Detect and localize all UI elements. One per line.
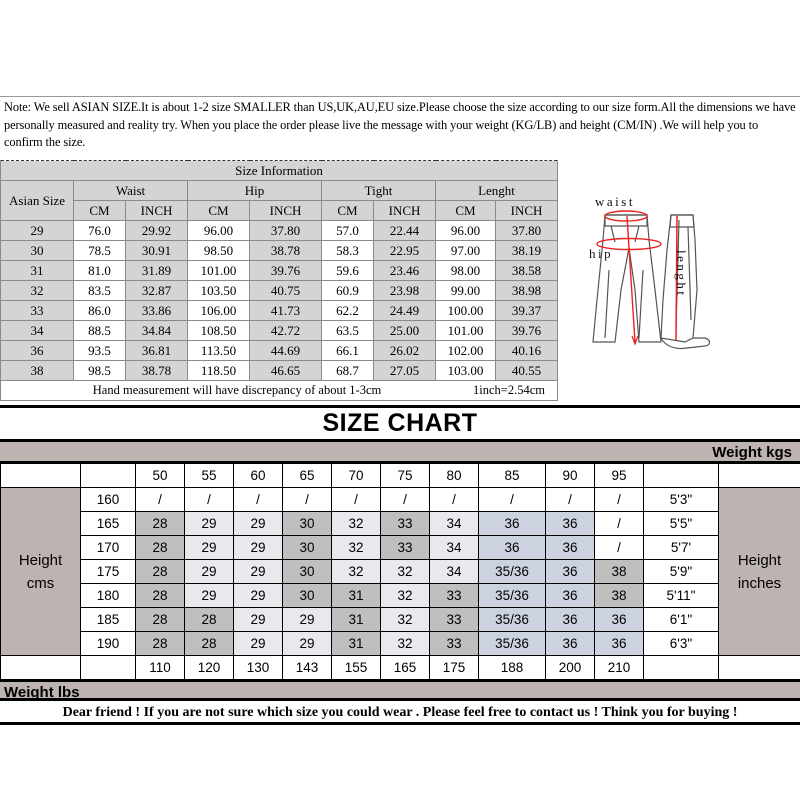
size-cell: 31 [332, 584, 381, 608]
height-cm-value: 170 [81, 536, 136, 560]
size-cell: 29 [185, 536, 234, 560]
table-row [1, 341, 558, 361]
cell-length_in: 38.98 [496, 281, 558, 301]
cell-waist_in: 34.84 [126, 321, 188, 341]
height-cm-value: 190 [81, 632, 136, 656]
size-cell: 36 [546, 584, 595, 608]
size-cell: / [595, 488, 644, 512]
weight-lb-155: 155 [332, 656, 381, 680]
header-sub-7: INCH [496, 201, 558, 221]
weight-lb-165: 165 [381, 656, 430, 680]
matrix-row [1, 512, 800, 536]
size-cell: / [136, 488, 185, 512]
height-in-value: 5'11" [644, 584, 719, 608]
height-in-value: 6'3" [644, 632, 719, 656]
size-information-table [0, 160, 557, 401]
size-cell: 36 [479, 512, 546, 536]
size-cell: 29 [234, 560, 283, 584]
size-cell: 30 [283, 536, 332, 560]
height-cm-value: 175 [81, 560, 136, 584]
matrix-row [1, 536, 800, 560]
size-cell: / [283, 488, 332, 512]
size-cell: 34 [430, 560, 479, 584]
weight-kg-90: 90 [546, 464, 595, 488]
header-sub-1: INCH [126, 201, 188, 221]
size-cell: 34 [430, 536, 479, 560]
cell-hip_in: 44.69 [250, 341, 322, 361]
size-cell: / [595, 536, 644, 560]
weight-lb-200: 200 [546, 656, 595, 680]
height-inches-label: Height inches [719, 488, 800, 656]
size-cell: 32 [381, 632, 430, 656]
cell-tight_cm: 63.5 [322, 321, 374, 341]
height-weight-matrix [0, 463, 800, 680]
cell-waist_in: 38.78 [126, 361, 188, 381]
weight-kg-95: 95 [595, 464, 644, 488]
matrix-row [1, 488, 800, 512]
size-cell: 31 [332, 608, 381, 632]
lenght-label: lenght [674, 250, 689, 298]
size-cell: 32 [381, 584, 430, 608]
size-cell: 32 [332, 536, 381, 560]
header-sub-5: INCH [374, 201, 436, 221]
size-cell: 29 [234, 632, 283, 656]
cell-waist_in: 33.86 [126, 301, 188, 321]
size-cell: 38 [595, 584, 644, 608]
height-in-value: 5'5" [644, 512, 719, 536]
matrix-corner-height-head [81, 464, 136, 488]
weight-lb-130: 130 [234, 656, 283, 680]
size-cell: / [185, 488, 234, 512]
cell-waist_cm: 78.5 [74, 241, 126, 261]
cell-asian-size: 33 [1, 301, 74, 321]
size-cell: 32 [381, 608, 430, 632]
cell-hip_cm: 103.50 [188, 281, 250, 301]
cell-hip_cm: 108.50 [188, 321, 250, 341]
weight-kg-85: 85 [479, 464, 546, 488]
cell-asian-size: 30 [1, 241, 74, 261]
size-cell: 32 [332, 560, 381, 584]
cell-asian-size: 34 [1, 321, 74, 341]
height-cm-value: 160 [81, 488, 136, 512]
size-cell: 28 [136, 512, 185, 536]
size-chart-section [0, 405, 800, 725]
cell-waist_cm: 93.5 [74, 341, 126, 361]
cell-waist_in: 30.91 [126, 241, 188, 261]
cell-hip_cm: 98.50 [188, 241, 250, 261]
height-in-value: 5'7' [644, 536, 719, 560]
size-cell: 28 [185, 632, 234, 656]
header-sub-4: CM [322, 201, 374, 221]
size-cell: 31 [332, 632, 381, 656]
header-group-tight: Tight [322, 181, 436, 201]
header-asian-size: Asian Size [1, 181, 74, 221]
size-cell: 35/36 [479, 632, 546, 656]
weight-kg-55: 55 [185, 464, 234, 488]
size-cell: 33 [381, 512, 430, 536]
height-in-value: 5'3" [644, 488, 719, 512]
cell-length_cm: 96.00 [436, 221, 496, 241]
size-cell: 35/36 [479, 584, 546, 608]
cell-waist_cm: 81.0 [74, 261, 126, 281]
weight-kg-60: 60 [234, 464, 283, 488]
cell-tight_cm: 68.7 [322, 361, 374, 381]
table-row [1, 221, 558, 241]
size-cell: 29 [234, 536, 283, 560]
cell-waist_in: 36.81 [126, 341, 188, 361]
matrix-corner-top-left [1, 464, 81, 488]
matrix-row [1, 632, 800, 656]
hip-label: hip [589, 246, 614, 261]
size-cell: 28 [136, 536, 185, 560]
cell-asian-size: 31 [1, 261, 74, 281]
size-cell: 30 [283, 512, 332, 536]
size-cell: 29 [283, 608, 332, 632]
table-row [1, 281, 558, 301]
cell-tight_cm: 59.6 [322, 261, 374, 281]
size-cell: / [332, 488, 381, 512]
weight-kg-50: 50 [136, 464, 185, 488]
size-cell: 29 [234, 608, 283, 632]
size-cell: 30 [283, 560, 332, 584]
size-cell: 33 [430, 632, 479, 656]
height-cm-value: 180 [81, 584, 136, 608]
weight-kg-65: 65 [283, 464, 332, 488]
cell-waist_in: 31.89 [126, 261, 188, 281]
weight-lb-row [1, 656, 800, 680]
header-group-waist: Waist [74, 181, 188, 201]
size-cell: 28 [136, 560, 185, 584]
weight-lb-110: 110 [136, 656, 185, 680]
matrix-row [1, 560, 800, 584]
cell-waist_in: 29.92 [126, 221, 188, 241]
height-in-value: 6'1" [644, 608, 719, 632]
cell-hip_cm: 113.50 [188, 341, 250, 361]
table-row [1, 361, 558, 381]
cell-length_cm: 103.00 [436, 361, 496, 381]
header-group-lenght: Lenght [436, 181, 558, 201]
cell-asian-size: 32 [1, 281, 74, 301]
cell-hip_cm: 106.00 [188, 301, 250, 321]
size-cell: / [381, 488, 430, 512]
table-row [1, 261, 558, 281]
cell-tight_in: 27.05 [374, 361, 436, 381]
cell-length_in: 39.37 [496, 301, 558, 321]
weight-lb-143: 143 [283, 656, 332, 680]
size-cell: 36 [546, 632, 595, 656]
size-info-title: Size Information [1, 161, 558, 181]
cell-tight_cm: 58.3 [322, 241, 374, 261]
cell-length_cm: 101.00 [436, 321, 496, 341]
table-row [1, 321, 558, 341]
size-cell: / [430, 488, 479, 512]
matrix-corner-height-foot [81, 656, 136, 680]
cell-waist_in: 32.87 [126, 281, 188, 301]
weight-kgs-band: Weight kgs [0, 442, 800, 463]
size-cell: 38 [595, 560, 644, 584]
cell-length_in: 38.19 [496, 241, 558, 261]
size-cell: 28 [136, 632, 185, 656]
waist-label: waist [595, 194, 635, 209]
size-cell: 29 [234, 512, 283, 536]
cell-length_cm: 98.00 [436, 261, 496, 281]
size-info-footnote-row [1, 381, 558, 401]
height-cm-value: 165 [81, 512, 136, 536]
size-cell: / [595, 512, 644, 536]
weight-kg-header-row [1, 464, 800, 488]
cell-length_cm: 102.00 [436, 341, 496, 361]
matrix-row [1, 608, 800, 632]
size-cell: 36 [546, 608, 595, 632]
cell-tight_cm: 62.2 [322, 301, 374, 321]
size-cell: 33 [381, 536, 430, 560]
cell-length_in: 40.55 [496, 361, 558, 381]
table-row [1, 301, 558, 321]
size-cell: 32 [332, 512, 381, 536]
size-cell: 36 [595, 632, 644, 656]
size-cell: 36 [595, 608, 644, 632]
matrix-row [1, 584, 800, 608]
header-group-hip: Hip [188, 181, 322, 201]
cell-tight_in: 25.00 [374, 321, 436, 341]
height-cms-label: Height cms [1, 488, 81, 656]
size-cell: / [234, 488, 283, 512]
size-cell: 33 [430, 584, 479, 608]
size-cell: 36 [546, 512, 595, 536]
size-cell: 29 [185, 560, 234, 584]
footer-message: Dear friend ! If you are not sure which size you could wear . Please feel free to contact us ! Think you for buying ! [0, 701, 800, 725]
size-cell: 28 [185, 608, 234, 632]
cell-hip_in: 46.65 [250, 361, 322, 381]
cell-asian-size: 36 [1, 341, 74, 361]
cell-waist_cm: 88.5 [74, 321, 126, 341]
size-cell: 32 [381, 560, 430, 584]
cell-hip_in: 42.72 [250, 321, 322, 341]
matrix-corner-bottom-right [719, 656, 800, 680]
size-cell: 35/36 [479, 608, 546, 632]
note-text: Note: We sell ASIAN SIZE.It is about 1-2 size SMALLER than US,UK,AU,EU size.Please choose the size according to our size form.All the dimensions we have personally measured and reality try. When you place the order please live the message with your weight (KG/LB) and height (CM/IN) .We will help you to confirm the size. [0, 96, 800, 155]
size-cell: 34 [430, 512, 479, 536]
cell-tight_cm: 57.0 [322, 221, 374, 241]
table-row [1, 241, 558, 261]
size-info-title-row [1, 161, 558, 181]
cell-tight_cm: 60.9 [322, 281, 374, 301]
size-cell: 28 [136, 584, 185, 608]
cell-tight_in: 23.46 [374, 261, 436, 281]
cell-length_in: 39.76 [496, 321, 558, 341]
cell-tight_in: 23.98 [374, 281, 436, 301]
cell-length_in: 40.16 [496, 341, 558, 361]
weight-lbs-band: Weight lbs [0, 680, 800, 701]
cell-waist_cm: 86.0 [74, 301, 126, 321]
cell-asian-size: 38 [1, 361, 74, 381]
header-sub-0: CM [74, 201, 126, 221]
cell-hip_cm: 96.00 [188, 221, 250, 241]
cell-length_in: 38.58 [496, 261, 558, 281]
waist-measure-line [605, 211, 647, 221]
size-cell: 29 [185, 584, 234, 608]
header-sub-2: CM [188, 201, 250, 221]
cell-hip_in: 39.76 [250, 261, 322, 281]
cell-hip_cm: 118.50 [188, 361, 250, 381]
weight-kg-75: 75 [381, 464, 430, 488]
weight-kg-70: 70 [332, 464, 381, 488]
cell-length_cm: 99.00 [436, 281, 496, 301]
matrix-corner-top-right [719, 464, 800, 488]
size-cell: 35/36 [479, 560, 546, 584]
pants-measurement-diagram [575, 170, 790, 385]
cell-tight_cm: 66.1 [322, 341, 374, 361]
header-sub-6: CM [436, 201, 496, 221]
cell-waist_cm: 76.0 [74, 221, 126, 241]
size-cell: 30 [283, 584, 332, 608]
cell-tight_in: 22.44 [374, 221, 436, 241]
cell-length_cm: 100.00 [436, 301, 496, 321]
weight-lb-210: 210 [595, 656, 644, 680]
matrix-corner-inches-foot [644, 656, 719, 680]
size-cell: / [546, 488, 595, 512]
weight-lb-175: 175 [430, 656, 479, 680]
cell-tight_in: 26.02 [374, 341, 436, 361]
size-cell: 28 [136, 608, 185, 632]
cell-asian-size: 29 [1, 221, 74, 241]
height-cm-value: 185 [81, 608, 136, 632]
size-cell: 33 [430, 608, 479, 632]
cell-length_in: 37.80 [496, 221, 558, 241]
cell-length_cm: 97.00 [436, 241, 496, 261]
matrix-corner-bottom-left [1, 656, 81, 680]
weight-lb-188: 188 [479, 656, 546, 680]
cell-waist_cm: 83.5 [74, 281, 126, 301]
weight-lb-120: 120 [185, 656, 234, 680]
size-cell: 29 [234, 584, 283, 608]
header-sub-3: INCH [250, 201, 322, 221]
cell-hip_in: 38.78 [250, 241, 322, 261]
size-cell: 29 [185, 512, 234, 536]
size-info-subheader-row [1, 201, 558, 221]
size-cell: / [479, 488, 546, 512]
size-chart-title: SIZE CHART [0, 408, 800, 442]
cell-hip_in: 40.75 [250, 281, 322, 301]
size-cell: 36 [546, 536, 595, 560]
cell-hip_in: 37.80 [250, 221, 322, 241]
cell-hip_cm: 101.00 [188, 261, 250, 281]
weight-kg-80: 80 [430, 464, 479, 488]
size-info-group-row [1, 181, 558, 201]
cell-waist_cm: 98.5 [74, 361, 126, 381]
size-cell: 29 [283, 632, 332, 656]
cell-tight_in: 24.49 [374, 301, 436, 321]
cell-tight_in: 22.95 [374, 241, 436, 261]
height-in-value: 5'9" [644, 560, 719, 584]
footnote-left: Hand measurement will have discrepancy of about 1-3cm [92, 383, 382, 397]
footnote-right: 1inch=2.54cm [473, 383, 545, 397]
size-cell: 36 [546, 560, 595, 584]
matrix-corner-inches-head [644, 464, 719, 488]
size-cell: 36 [479, 536, 546, 560]
cell-hip_in: 41.73 [250, 301, 322, 321]
